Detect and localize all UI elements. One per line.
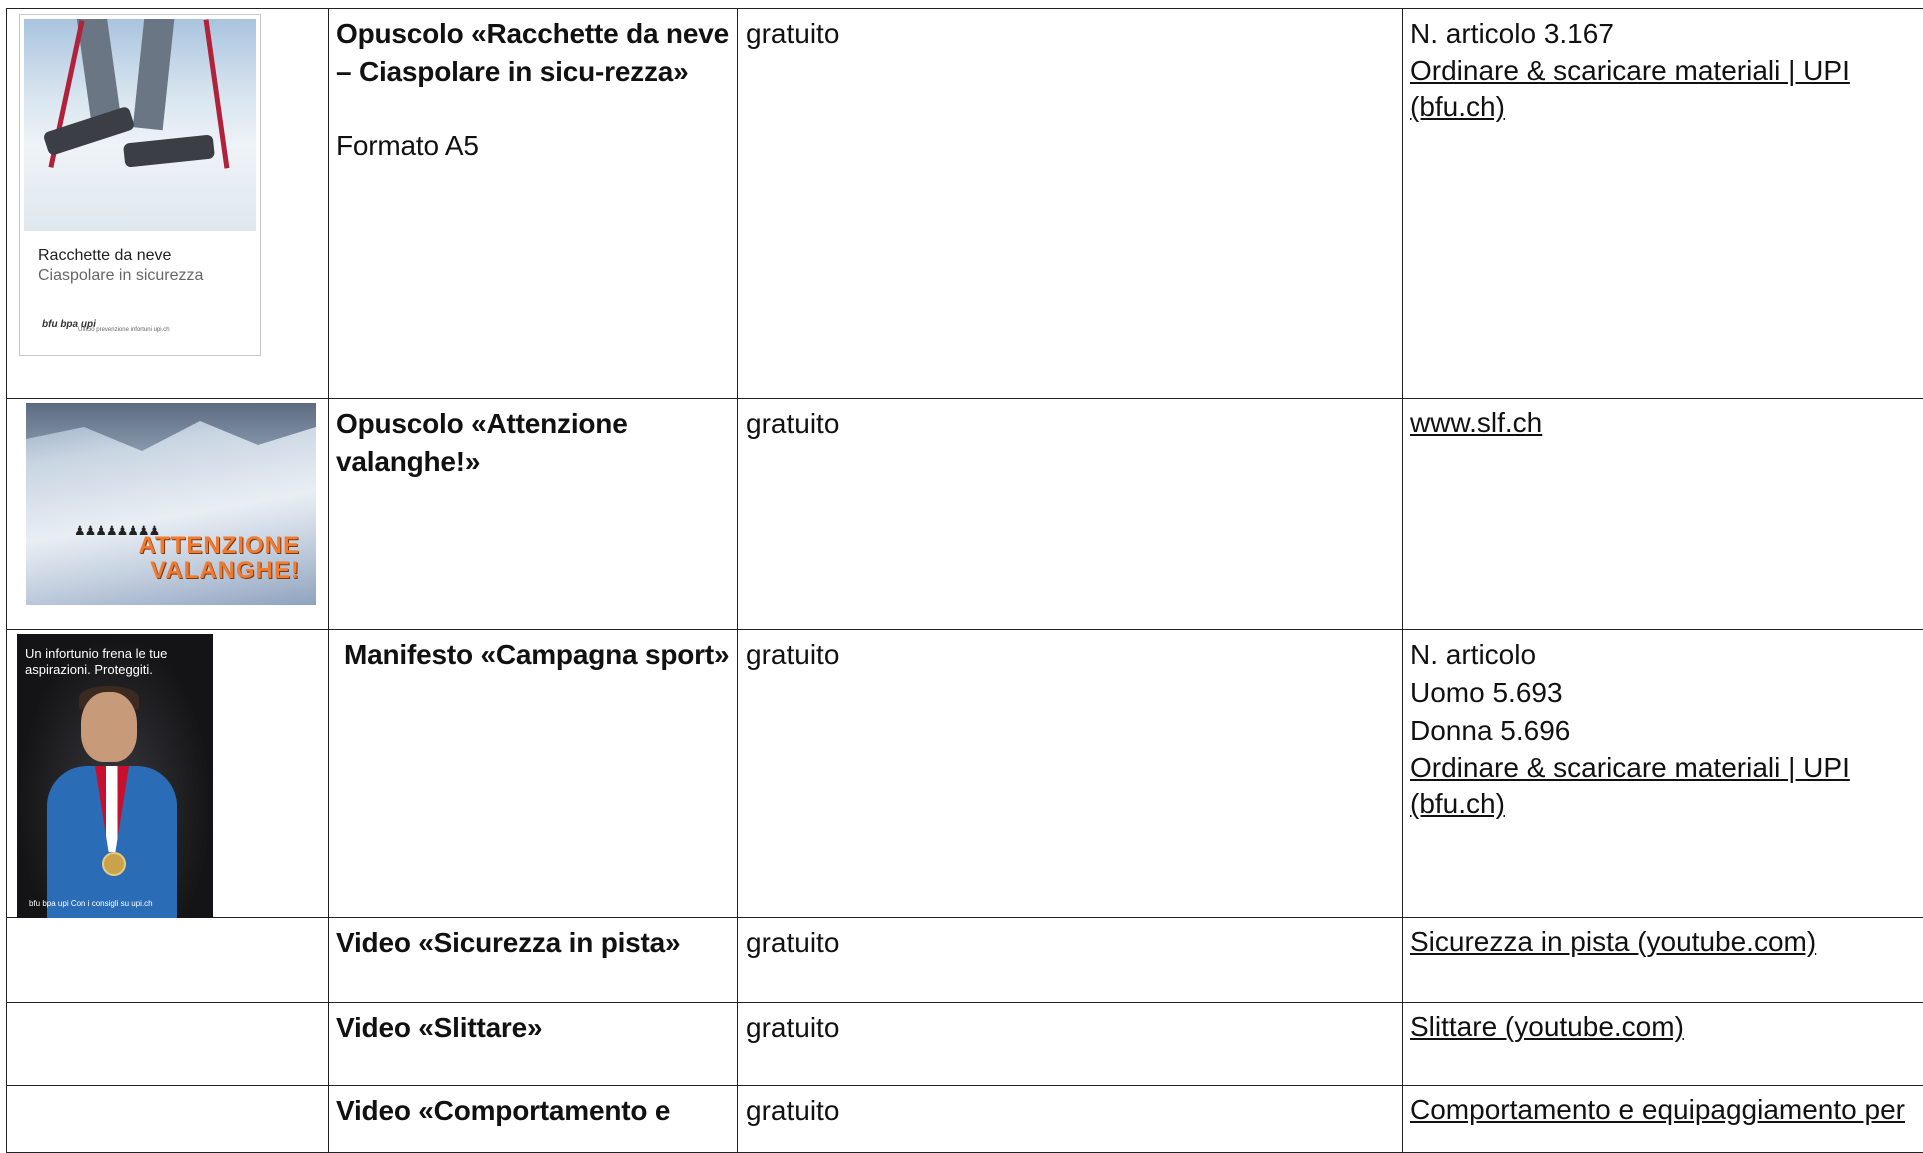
info-cell <box>1403 918 1923 1003</box>
title-cell <box>329 1086 738 1153</box>
article-number: N. articolo 3.167 <box>1410 15 1923 53</box>
video-link[interactable]: Sicurezza in pista (youtube.com) <box>1410 924 1923 960</box>
video-link[interactable]: Slittare (youtube.com) <box>1410 1009 1923 1045</box>
price-text: gratuito <box>746 15 1402 53</box>
cover-wordmark <box>138 533 300 583</box>
wordmark-line-1: ATTENZIONE <box>138 533 300 558</box>
medal-icon <box>102 852 126 876</box>
sport-campaign-poster <box>17 634 213 918</box>
slf-link[interactable]: www.slf.ch <box>1410 405 1923 441</box>
title-cell <box>329 918 738 1003</box>
title-cell <box>329 1003 738 1086</box>
wordmark-line-2: VALANGHE! <box>138 558 300 583</box>
thumbnail-cell <box>7 399 329 630</box>
price-text: gratuito <box>746 1009 1402 1047</box>
item-format: Formato A5 <box>336 127 737 165</box>
info-cell <box>1403 1003 1923 1086</box>
item-title: Video «Slittare» <box>336 1009 737 1047</box>
item-title: Video «Comportamento e <box>336 1092 737 1130</box>
avalanche-brochure-cover <box>26 403 316 605</box>
thumbnail-cell <box>7 1086 329 1153</box>
hikers-silhouette: ♟♟♟♟♟♟♟♟ <box>74 523 159 539</box>
article-label: N. articolo <box>1410 636 1923 674</box>
title-cell <box>329 9 738 399</box>
info-cell <box>1403 630 1923 918</box>
video-link[interactable]: Comportamento e equipaggiamento per <box>1410 1092 1923 1128</box>
order-link[interactable]: Ordinare & scaricare materiali | UPI (bfu.ch) <box>1410 750 1923 822</box>
article-number-women: Donna 5.696 <box>1410 712 1923 750</box>
athlete-head <box>81 692 137 762</box>
cover-footer: Ufficio prevenzione infortuni upi.ch <box>78 327 170 333</box>
price-text: gratuito <box>746 1092 1402 1130</box>
price-cell <box>738 1003 1403 1086</box>
poster-claim: Un infortunio frena le tue aspirazioni. Proteggiti. <box>25 646 213 678</box>
item-title: Opuscolo «Attenzione valanghe!» <box>336 405 737 481</box>
order-link[interactable]: Ordinare & scaricare materiali | UPI (bfu.ch) <box>1410 53 1923 125</box>
table-row <box>7 918 1923 1003</box>
price-cell <box>738 399 1403 630</box>
table-row <box>7 1003 1923 1086</box>
info-cell <box>1403 1086 1923 1153</box>
item-title: Opuscolo «Racchette da neve – Ciaspolare in sicu-rezza» <box>336 15 737 91</box>
thumbnail-cell <box>7 1003 329 1086</box>
price-cell <box>738 9 1403 399</box>
thumbnail-cell <box>7 9 329 399</box>
cover-title: Racchette da neve <box>38 247 171 265</box>
table-row <box>7 399 1923 630</box>
brochure-snowshoes-cover <box>19 14 261 356</box>
info-cell <box>1403 399 1923 630</box>
info-cell <box>1403 9 1923 399</box>
snowshoe-photo <box>24 19 256 231</box>
price-text: gratuito <box>746 405 1402 443</box>
bfu-logo: bfu bpa upi <box>42 320 96 330</box>
price-cell <box>738 630 1403 918</box>
mountain-ridge <box>26 403 316 463</box>
thumbnail-cell <box>7 918 329 1003</box>
table-row <box>7 9 1923 399</box>
item-title: Video «Sicurezza in pista» <box>336 924 737 962</box>
price-text: gratuito <box>746 636 1402 674</box>
title-cell <box>329 630 738 918</box>
price-cell <box>738 918 1403 1003</box>
price-text: gratuito <box>746 924 1402 962</box>
cover-subtitle: Ciaspolare in sicurezza <box>38 267 203 285</box>
price-cell <box>738 1086 1403 1153</box>
materials-table <box>6 8 1923 1153</box>
table-row <box>7 630 1923 918</box>
title-cell <box>329 399 738 630</box>
poster-footer: bfu bpa upi Con i consigli su upi.ch <box>29 899 153 908</box>
table-row <box>7 1086 1923 1153</box>
article-number-men: Uomo 5.693 <box>1410 674 1923 712</box>
thumbnail-cell <box>7 630 329 918</box>
item-title: Manifesto «Campagna sport» <box>344 636 737 674</box>
